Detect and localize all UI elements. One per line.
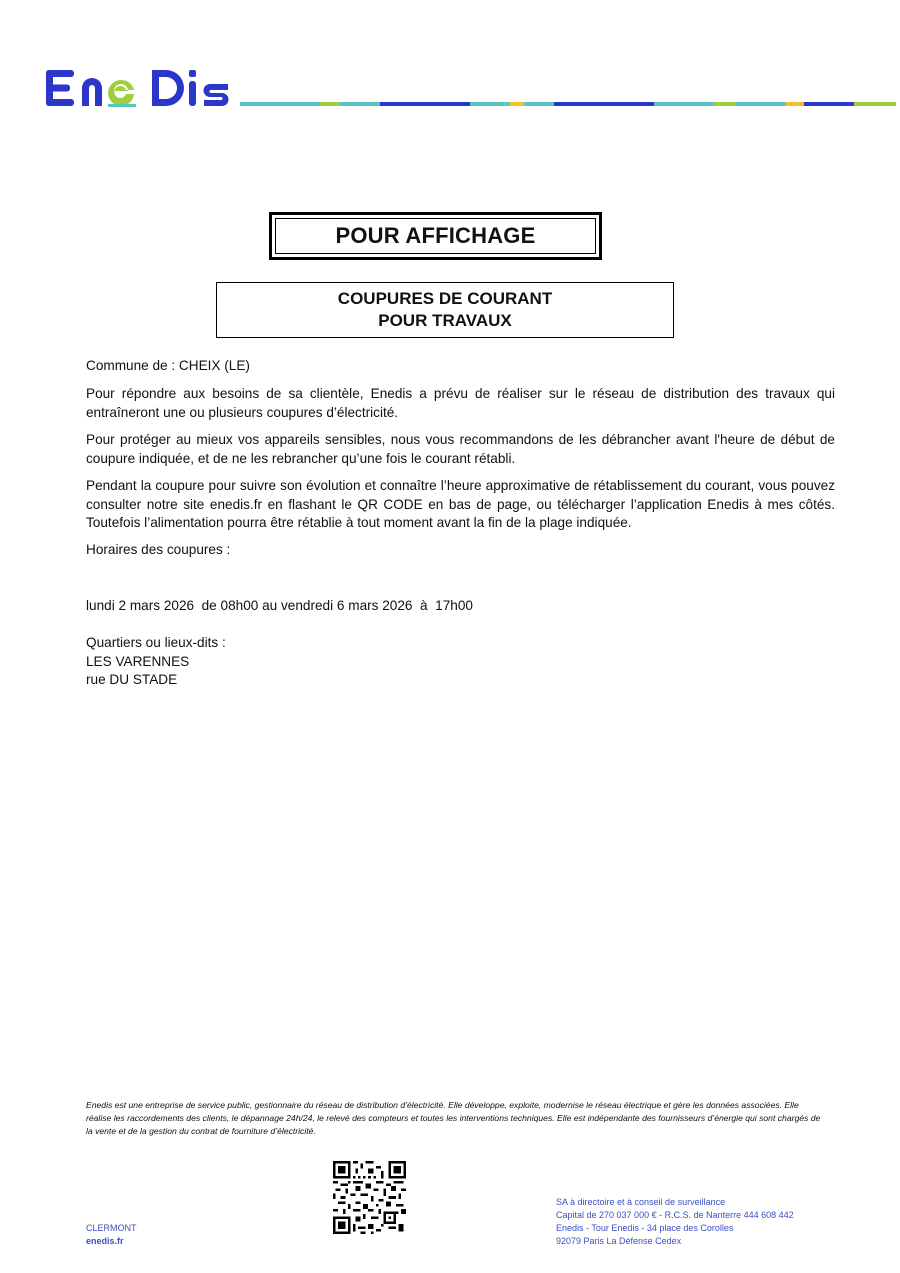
paragraph-3: Pendant la coupure pour suivre son évolution et connaître l’heure approximative de rétablissement du courant, vous pouvez consulter notre site enedis.fr en flashant le QR CODE en bas de page, ou télécharger l’application Enedis à mes côtés. Toutefois l’alimentation pourra être rétablie à tout moment avant la fin de la plage indiquée. [86, 478, 835, 530]
notice-title-line2: POUR TRAVAUX [378, 311, 512, 330]
commune-line [86, 357, 835, 376]
header-stripe [240, 102, 896, 106]
enedis-logo [44, 66, 234, 110]
banner-title: POUR AFFICHAGE [275, 218, 596, 254]
legal-line: Capital de 270 037 000 € - R.C.S. de Nanterre 444 608 442 [556, 1210, 794, 1220]
schedule-block [86, 597, 835, 616]
schedule-label: Horaires des coupures : [86, 542, 231, 557]
location-item: rue DU STADE [86, 672, 178, 687]
paragraph-2-block [86, 431, 835, 468]
footer-legal [556, 1196, 794, 1248]
footer-note: Enedis est une entreprise de service public, gestionnaire du réseau de distribution d’électricité. Elle développe, exploite, modernise le réseau électrique et gère les données associées. Elle réalise les raccordements des clients, le dépannage 24h/24, le relevé des compteurs et toutes les interventions techniques. Elle est indépendante des fournisseurs d’énergie qui sont chargés de la vente et de la gestion du contrat de fourniture d’électricité. [86, 1100, 821, 1136]
notice-title-box [216, 282, 674, 338]
commune: Commune de : CHEIX (LE) [86, 358, 250, 373]
schedule: lundi 2 mars 2026 de 08h00 au vendredi 6 mars 2026 à 17h00 [86, 598, 473, 613]
qr-code[interactable] [333, 1161, 406, 1234]
footer-website-link[interactable]: enedis.fr [86, 1236, 124, 1246]
footer-city-block [86, 1222, 137, 1248]
banner-box [269, 212, 602, 260]
locations-block [86, 634, 835, 690]
legal-line: 92079 Paris La Défense Cedex [556, 1236, 682, 1246]
footer-city: CLERMONT [86, 1223, 137, 1233]
location-item: LES VARENNES [86, 653, 190, 669]
schedule-label-block [86, 541, 835, 560]
paragraph-1-block [86, 385, 835, 422]
legal-line: Enedis - Tour Enedis - 34 place des Corolles [556, 1223, 734, 1233]
paragraph-2: Pour protéger au mieux vos appareils sensibles, nous vous recommandons de les débrancher avant l'heure de début de coupure indiquée, et de ne les rebrancher qu’une fois le courant rétabli. [86, 432, 835, 466]
locations-label: Quartiers ou lieux-dits : [86, 635, 226, 650]
paragraph-3-block [86, 477, 835, 533]
legal-line: SA à directoire et à conseil de surveillance [556, 1197, 726, 1207]
notice-title-line1: COUPURES DE COURANT [337, 289, 553, 308]
paragraph-1: Pour répondre aux besoins de sa clientèle, Enedis a prévu de réaliser sur le réseau de distribution des travaux qui entraîneront une ou plusieurs coupures d’électricité. [86, 386, 835, 420]
